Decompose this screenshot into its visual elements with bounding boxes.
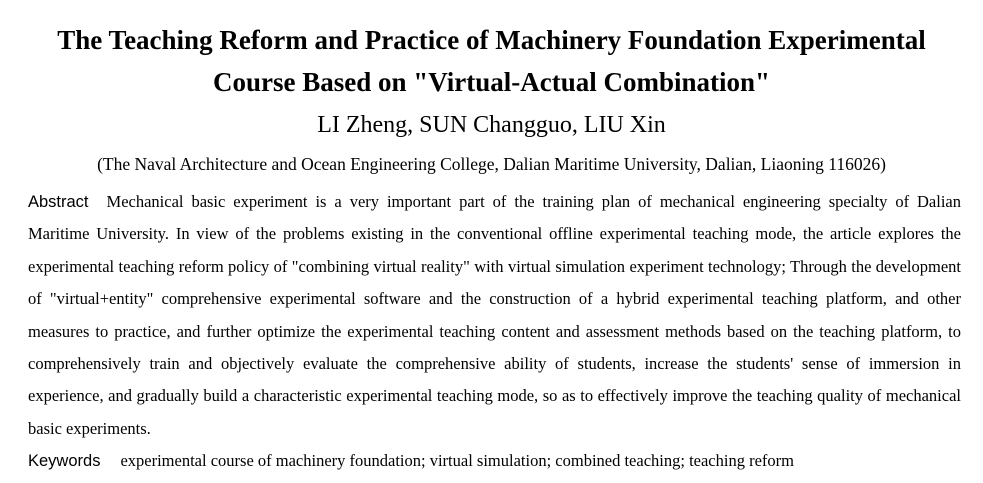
paper-title-line-2: Course Based on "Virtual-Actual Combination"	[212, 67, 770, 97]
abstract-section	[28, 186, 961, 445]
abstract-label: Abstract	[28, 193, 89, 211]
paper-authors: LI Zheng, SUN Changguo, LIU Xin	[317, 112, 666, 138]
keywords-label: Keywords	[28, 452, 101, 470]
paper-affiliation: (The Naval Architecture and Ocean Engineering College, Dalian Maritime University, Dalian, Liaoning 116026)	[97, 154, 886, 174]
paper-title-line-1: The Teaching Reform and Practice of Machinery Foundation Experimental	[57, 25, 926, 55]
keywords-section	[28, 446, 968, 476]
abstract-text: Mechanical basic experiment is a very important part of the training plan of mechanical engineering specialty of Dalian Maritime University. In view of the problems existing in the conventional offline experimental teaching mode, the article explores the experimental teaching reform policy of "combining virtual reality" with virtual simulation experiment technology; Through the development of "virtual+entity" comprehensive experimental software and the construction of a hybrid experimental teaching platform, and other measures to practice, and further optimize the experimental teaching content and assessment methods based on the teaching platform, to comprehensively train and objectively evaluate the comprehensive ability of students, increase the students' sense of immersion in experience, and gradually build a characteristic experimental teaching mode, so as to effectively improve the teaching quality of mechanical basic experiments.	[28, 192, 961, 438]
keywords-text: experimental course of machinery foundation; virtual simulation; combined teaching; teaching reform	[120, 451, 794, 470]
